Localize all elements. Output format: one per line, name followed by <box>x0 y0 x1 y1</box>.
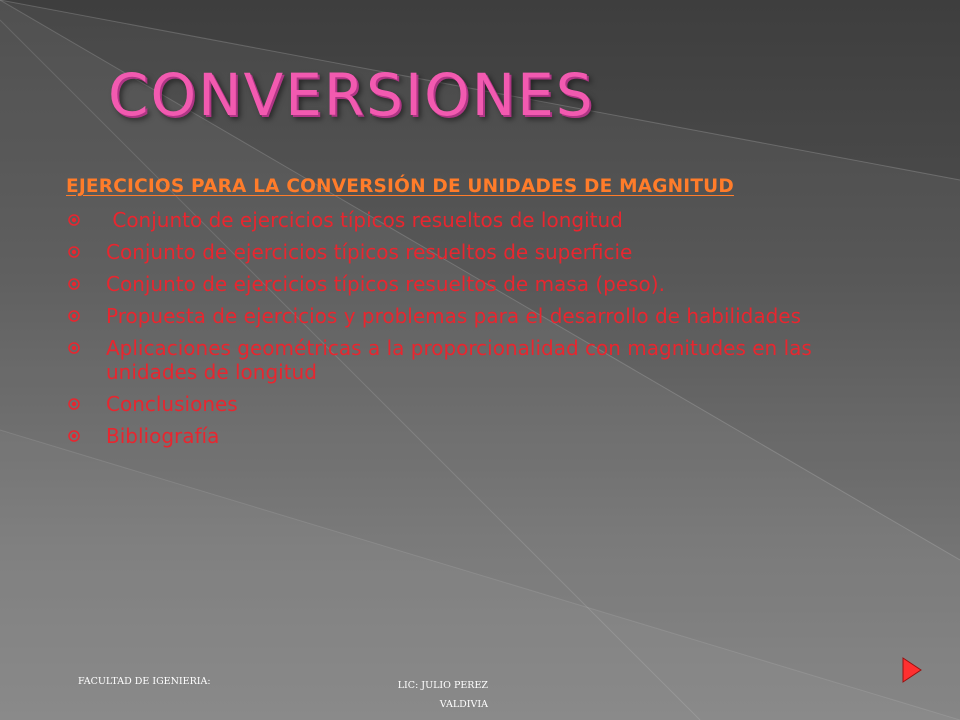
bullet-text: Bibliografía <box>106 424 220 448</box>
target-bullet-icon <box>68 342 80 354</box>
footer-faculty: FACULTAD DE IGENIERIA: <box>78 676 211 687</box>
target-bullet-icon <box>68 430 80 442</box>
bullet-text: Conjunto de ejercicios típicos resueltos de superficie <box>106 240 633 264</box>
bullet-text: Conjunto de ejercicios típicos resueltos de longitud <box>106 208 623 232</box>
slide-title: CONVERSIONES <box>108 61 595 129</box>
bullet-text: Conjunto de ejercicios típicos resueltos de masa (peso). <box>106 272 665 296</box>
bullet-item <box>64 272 894 296</box>
target-bullet-icon <box>68 278 80 290</box>
bullet-item <box>64 392 894 416</box>
target-bullet-icon <box>68 214 80 226</box>
bullet-text: Aplicaciones geométricas a la proporcionalidad con magnitudes en las unidades de longitud <box>106 336 812 384</box>
bullet-item <box>64 208 894 232</box>
bullet-list <box>64 208 894 456</box>
bullet-item <box>64 240 894 264</box>
bullet-item <box>64 424 894 448</box>
target-bullet-icon <box>68 398 80 410</box>
bullet-item <box>64 304 894 328</box>
bullet-text: Conclusiones <box>106 392 238 416</box>
slide-subtitle: EJERCICIOS PARA LA CONVERSIÓN DE UNIDADES DE MAGNITUD <box>66 176 734 197</box>
next-arrow-icon[interactable] <box>900 656 924 684</box>
target-bullet-icon <box>68 246 80 258</box>
bullet-text: Propuesta de ejercicios y problemas para el desarrollo de habilidades <box>106 304 801 328</box>
bullet-item <box>64 336 894 384</box>
footer-author: LIC: JULIO PEREZ VALDIVIA <box>397 680 488 710</box>
target-bullet-icon <box>68 310 80 322</box>
